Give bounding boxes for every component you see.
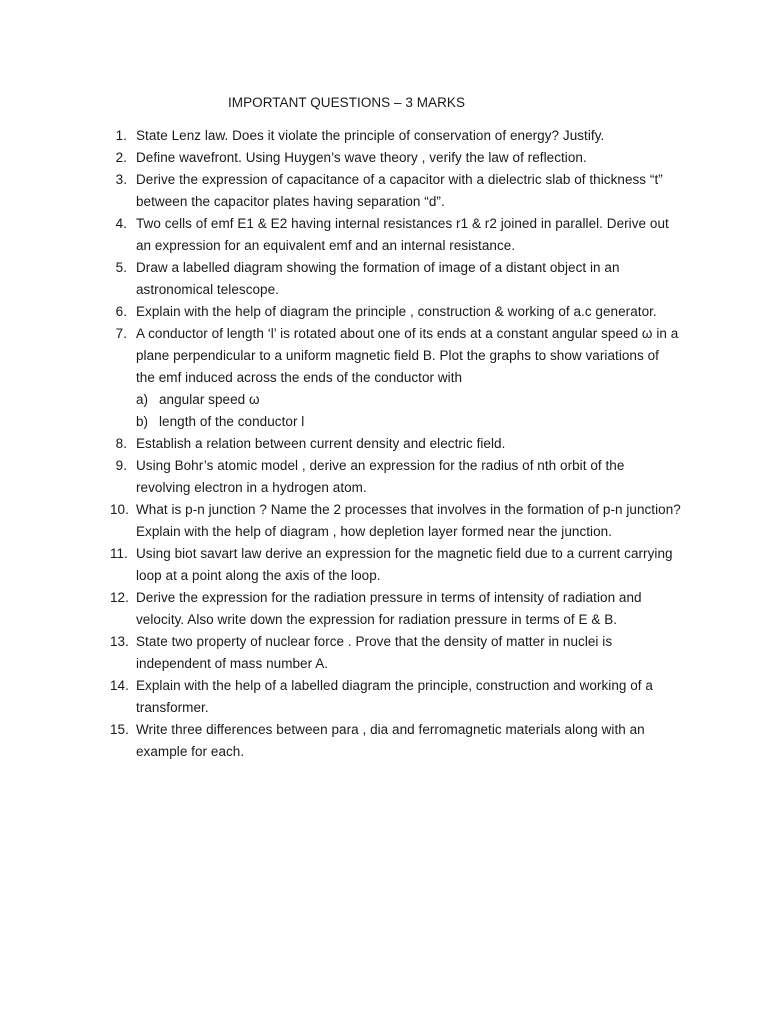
question-item bbox=[0, 499, 681, 543]
question-item bbox=[0, 675, 681, 719]
question-item bbox=[0, 257, 681, 301]
question-item bbox=[0, 631, 681, 675]
question-item bbox=[0, 323, 681, 433]
question-item bbox=[0, 169, 681, 213]
question-text: A conductor of length ‘l’ is rotated about one of its ends at a constant angular speed ω in a plane perpendicular to a uniform magnetic field B. Plot the graphs to show variations of the emf induced across the ends of the conductor with bbox=[136, 326, 679, 385]
question-item bbox=[0, 543, 681, 587]
question-item bbox=[0, 125, 681, 147]
question-number: 10. bbox=[110, 502, 129, 517]
question-number: 8. bbox=[115, 436, 127, 451]
question-text: Explain with the help of a labelled diagram the principle, construction and working of a transformer. bbox=[136, 678, 653, 715]
question-text: Establish a relation between current density and electric field. bbox=[136, 436, 506, 451]
sub-question-marker: b) bbox=[136, 414, 149, 429]
question-number: 15. bbox=[110, 722, 129, 737]
sub-question-item bbox=[136, 411, 681, 433]
question-number: 7. bbox=[115, 326, 127, 341]
question-item bbox=[0, 433, 681, 455]
question-number: 11. bbox=[110, 546, 128, 561]
question-item bbox=[0, 455, 681, 499]
question-item bbox=[0, 719, 681, 763]
question-item bbox=[0, 213, 681, 257]
question-text: Using Bohr’s atomic model , derive an expression for the radius of nth orbit of the revolving electron in a hydrogen atom. bbox=[136, 458, 625, 495]
question-text: Using biot savart law derive an expression for the magnetic field due to a current carrying loop at a point along the axis of the loop. bbox=[136, 546, 673, 583]
question-item bbox=[0, 587, 681, 631]
question-text: Derive the expression for the radiation pressure in terms of intensity of radiation and velocity. Also write down the expression for radiation pressure in terms of E & B. bbox=[136, 590, 642, 627]
question-text: What is p-n junction ? Name the 2 processes that involves in the formation of p-n junction? Explain with the help of diagram , how depletion layer formed near the junction. bbox=[136, 502, 681, 539]
question-item bbox=[0, 301, 681, 323]
question-text: Derive the expression of capacitance of a capacitor with a dielectric slab of thickness “t” between the capacitor plates having separation “d”. bbox=[136, 172, 663, 209]
question-number: 13. bbox=[110, 634, 129, 649]
question-number: 2. bbox=[115, 150, 127, 165]
sub-question-marker: a) bbox=[136, 392, 149, 407]
document-title: IMPORTANT QUESTIONS – 3 MARKS bbox=[228, 95, 465, 110]
question-number: 12. bbox=[110, 590, 129, 605]
question-text: Write three differences between para , dia and ferromagnetic materials along with an example for each. bbox=[136, 722, 645, 759]
question-text: Draw a labelled diagram showing the formation of image of a distant object in an astronomical telescope. bbox=[136, 260, 620, 297]
sub-question-item bbox=[136, 389, 681, 411]
question-text: Two cells of emf E1 & E2 having internal resistances r1 & r2 joined in parallel. Derive out an expression for an equivalent emf and an internal resistance. bbox=[136, 216, 669, 253]
sub-question-text: length of the conductor l bbox=[159, 414, 305, 429]
question-number: 4. bbox=[115, 216, 127, 231]
question-text: State two property of nuclear force . Prove that the density of matter in nuclei is independent of mass number A. bbox=[136, 634, 613, 671]
question-number: 9. bbox=[115, 458, 127, 473]
question-text: Explain with the help of diagram the principle , construction & working of a.c generator. bbox=[136, 304, 657, 319]
question-number: 14. bbox=[110, 678, 129, 693]
question-list bbox=[0, 125, 768, 763]
sub-question-list bbox=[136, 389, 681, 433]
question-number: 5. bbox=[115, 260, 127, 275]
question-text: State Lenz law. Does it violate the principle of conservation of energy? Justify. bbox=[136, 128, 605, 143]
sub-question-text: angular speed ω bbox=[159, 392, 260, 407]
question-item bbox=[0, 147, 681, 169]
question-number: 6. bbox=[115, 304, 127, 319]
question-number: 1. bbox=[115, 128, 127, 143]
question-number: 3. bbox=[115, 172, 127, 187]
question-text: Define wavefront. Using Huygen’s wave theory , verify the law of reflection. bbox=[136, 150, 587, 165]
